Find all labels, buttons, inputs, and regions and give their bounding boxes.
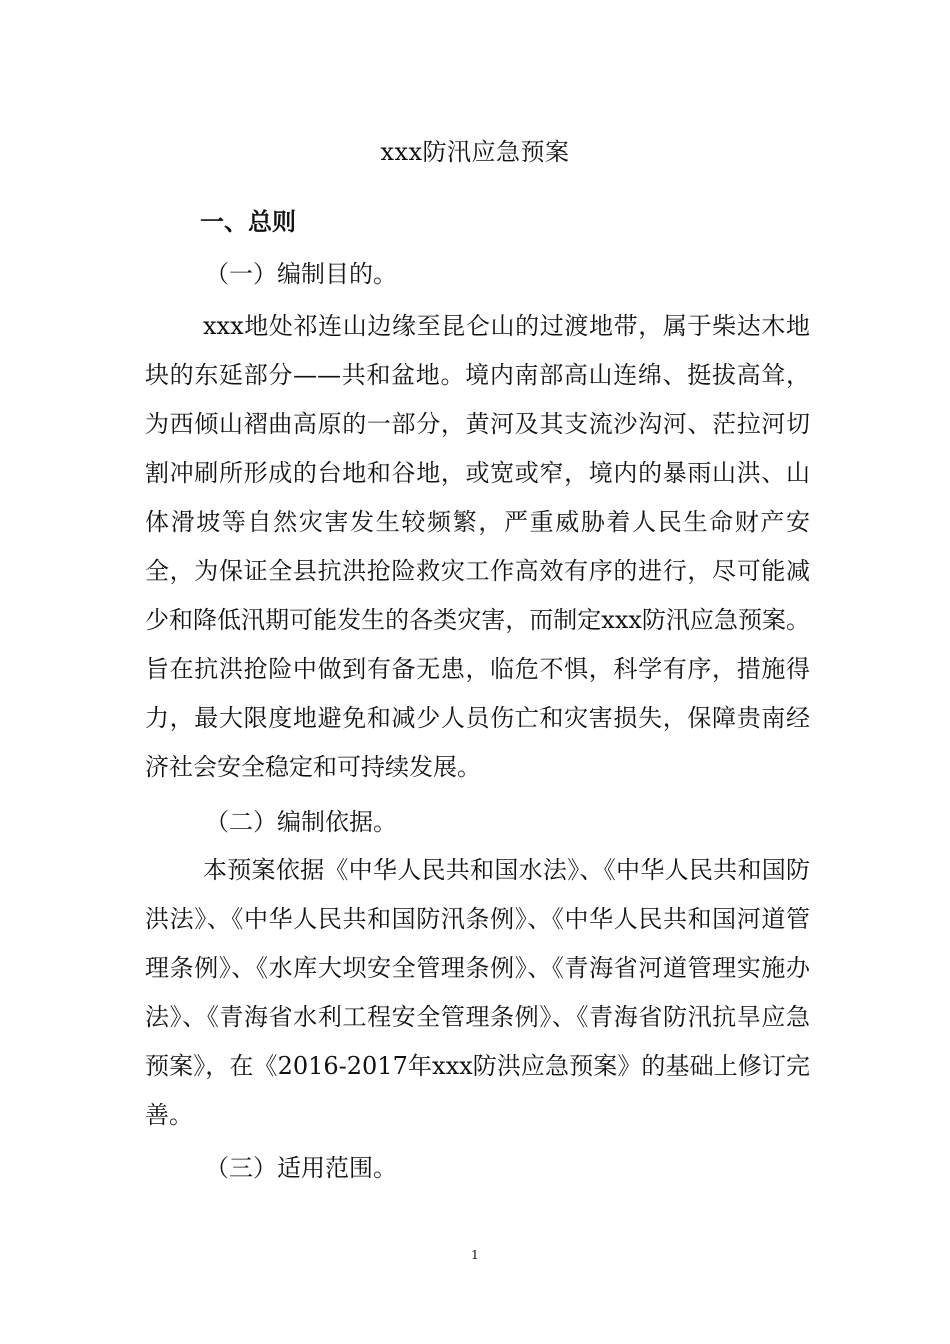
page-number: 1 xyxy=(471,1248,479,1262)
section-heading-general: 一、总则 xyxy=(200,208,296,236)
subheading-scope: （三）适用范围。 xyxy=(205,1154,397,1182)
document-title: xxx防汛应急预案 xyxy=(380,138,570,166)
subheading-basis: （二）编制依据。 xyxy=(205,808,397,836)
paragraph-purpose: xxx地处祁连山边缘至昆仑山的过渡地带，属于柴达木地块的东延部分——共和盆地。境内南部高山连绵、挺拔高耸，为西倾山褶曲高原的一部分，黄河及其支流沙沟河、茫拉河切割冲刷所形成的台地和谷地，或宽或窄，境内的暴雨山洪、山体滑坡等自然灾害发生较频繁，严重威胁着人民生命财产安全，为保证全县抗洪抢险救灾工作高效有序的进行，尽可能减少和降低汛期可能发生的各类灾害，而制定xxx防汛应急预案。旨在抗洪抢险中做到有备无患，临危不惧，科学有序，措施得力，最大限度地避免和减少人员伤亡和灾害损失，保障贵南经济社会安全稳定和可持续发展。 xyxy=(145,312,810,781)
subheading-purpose: （一）编制目的。 xyxy=(205,260,397,288)
paragraph-basis: 本预案依据《中华人民共和国水法》、《中华人民共和国防洪法》、《中华人民共和国防汛条例》、《中华人民共和国河道管理条例》、《水库大坝安全管理条例》、《青海省河道管理实施办法》、《青海省水利工程安全管理条例》、《青海省防汛抗旱应急预案》，在《2016-2017年xxx防洪应急预案》的基础上修订完善。 xyxy=(145,856,810,1129)
